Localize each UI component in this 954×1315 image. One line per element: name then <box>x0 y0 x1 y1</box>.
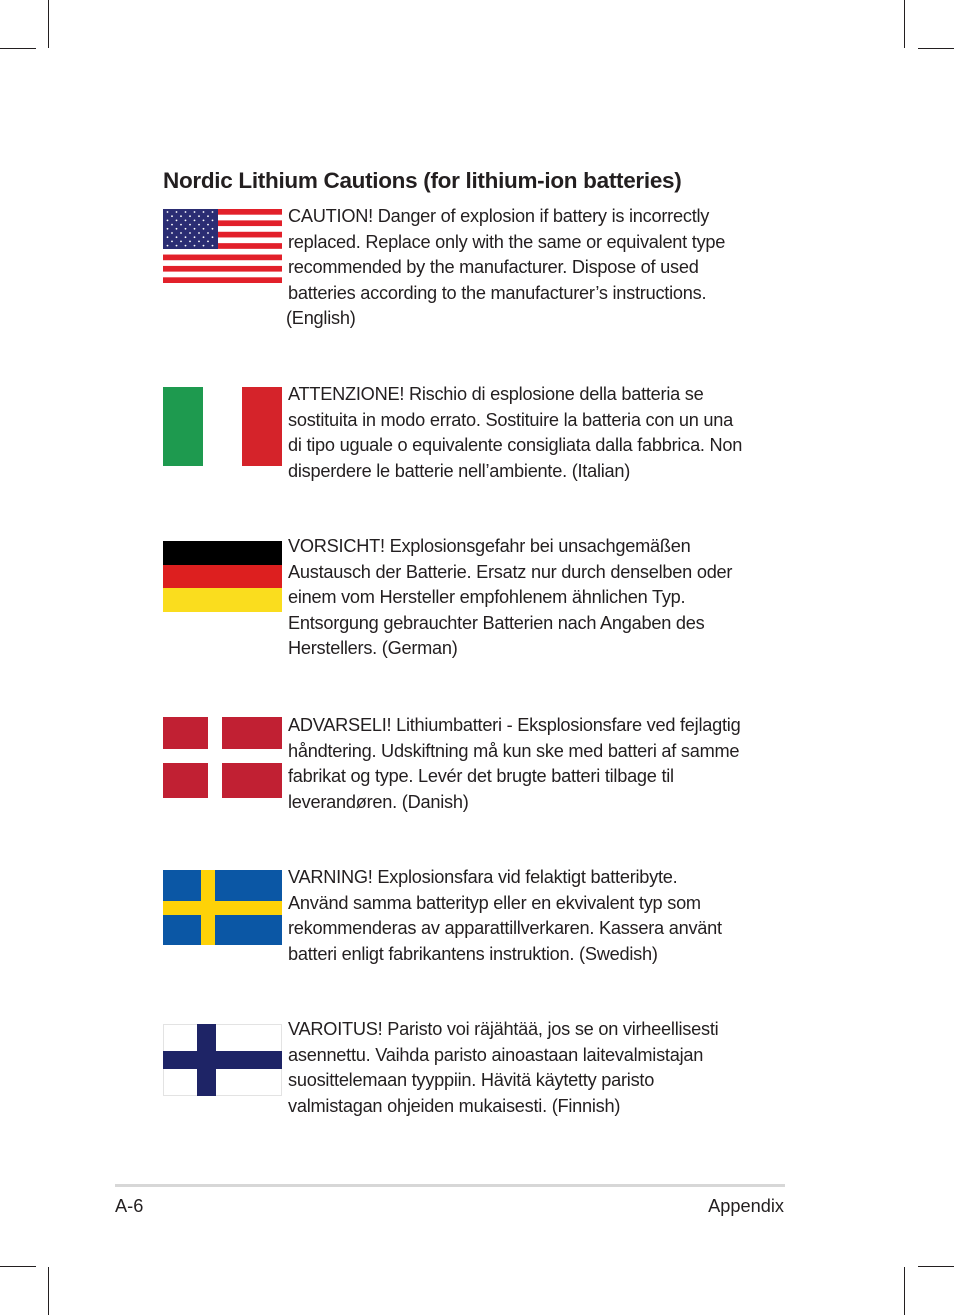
crop-mark <box>904 1267 905 1315</box>
crop-mark <box>0 1266 36 1267</box>
caution-line: batteries according to the manufacturer’s instructions. <box>288 282 707 303</box>
caution-danish <box>288 713 788 815</box>
caution-line: ADVARSELI! Lithiumbatteri - Eksplosionsfare ved fejlagtig <box>288 715 741 735</box>
caution-line: disperdere le batterie nell’ambiente. (Italian) <box>288 460 631 481</box>
caution-line: replaced. Replace only with the same or equivalent type <box>288 231 726 252</box>
caution-line: Austausch der Batterie. Ersatz nur durch denselben oder <box>288 561 733 582</box>
finland-flag-icon <box>163 1024 282 1096</box>
caution-line: (English) <box>286 308 356 329</box>
caution-line: VORSICHT! Explosionsgefahr bei unsachgemäßen <box>288 536 691 556</box>
caution-line: sostituita in modo errato. Sostituire la batteria con un una <box>288 409 733 430</box>
page-number: A-6 <box>115 1196 144 1216</box>
caution-italian <box>288 382 788 484</box>
crop-mark <box>918 1266 954 1267</box>
caution-line: recommended by the manufacturer. Dispose of used <box>288 257 699 278</box>
caution-line: CAUTION! Danger of explosion if battery is incorrectly <box>288 206 710 226</box>
footer-divider <box>115 1184 785 1187</box>
crop-mark <box>904 0 905 48</box>
caution-line: Använd samma batterityp eller en ekvivalent typ som <box>288 892 701 913</box>
crop-mark <box>48 0 49 48</box>
caution-line: rekommenderas av apparattillverkaren. Kassera använt <box>288 918 722 939</box>
caution-swedish <box>288 865 788 967</box>
caution-line: valmistagan ohjeiden mukaisesti. (Finnish) <box>288 1095 621 1116</box>
caution-english <box>288 204 788 332</box>
caution-line: asennettu. Vaihda paristo ainoastaan laitevalmistajan <box>288 1044 704 1065</box>
crop-mark <box>48 1267 49 1315</box>
denmark-flag-icon <box>163 717 282 798</box>
section-title: Nordic Lithium Cautions (for lithium-ion batteries) <box>163 168 682 193</box>
caution-line: VARNING! Explosionsfara vid felaktigt batteribyte. <box>288 867 678 887</box>
caution-line: fabrikat og type. Levér det brugte batteri tilbage til <box>288 766 674 787</box>
caution-finnish <box>288 1017 788 1119</box>
footer-section-label: Appendix <box>708 1196 784 1216</box>
caution-line: einem vom Hersteller empfohlenem ähnlichen Typ. <box>288 587 686 608</box>
caution-line: suosittelemaan tyyppiin. Hävitä käytetty paristo <box>288 1070 655 1091</box>
crop-mark <box>0 48 36 49</box>
caution-line: Entsorgung gebrauchter Batterien nach Angaben des <box>288 612 705 633</box>
germany-flag-icon <box>163 541 282 612</box>
caution-line: batteri enligt fabrikantens instruktion. (Swedish) <box>288 943 658 964</box>
caution-line: VAROITUS! Paristo voi räjähtää, jos se on virheellisesti <box>288 1019 719 1039</box>
caution-line: di tipo uguale o equivalente consigliata dalla fabbrica. Non <box>288 435 743 456</box>
caution-line: håndtering. Udskiftning må kun ske med batteri af samme <box>288 740 740 761</box>
caution-line: Herstellers. (German) <box>288 638 458 659</box>
crop-mark <box>918 48 954 49</box>
italy-flag-icon <box>163 387 282 466</box>
caution-line: leverandøren. (Danish) <box>288 791 469 812</box>
caution-line: ATTENZIONE! Rischio di esplosione della batteria se <box>288 384 704 404</box>
us-flag-icon <box>163 209 282 283</box>
caution-german <box>288 534 788 662</box>
sweden-flag-icon <box>163 870 282 945</box>
